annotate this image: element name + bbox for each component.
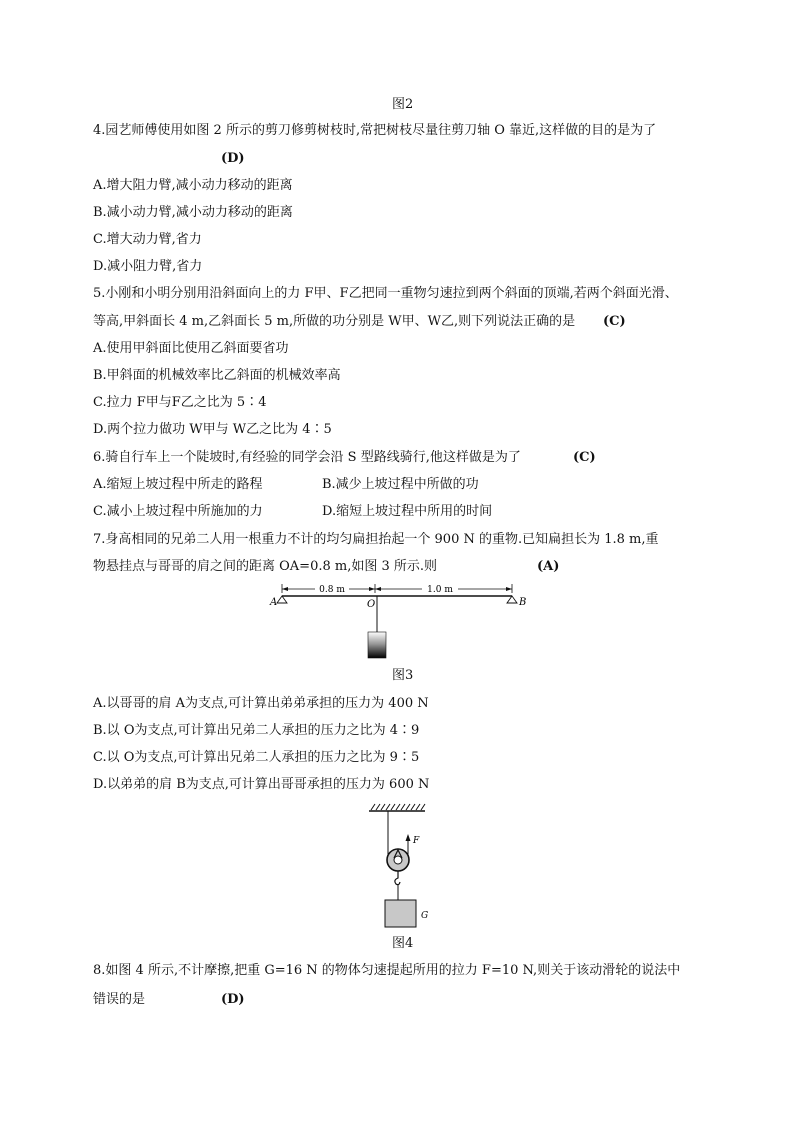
q8-answer: (D) — [221, 992, 245, 1007]
point-a-label: A — [270, 597, 278, 608]
force-label: F — [413, 836, 420, 846]
point-o-label: O — [367, 599, 376, 610]
q5-answer: (C) — [603, 314, 626, 329]
q8-stem-line2: 错误的是 — [93, 992, 146, 1007]
q4-option-d: D.减小阻力臂,省力 — [93, 259, 203, 274]
q7-option-a: A.以哥哥的肩 A为支点,可计算出弟弟承担的压力为 400 N — [93, 696, 429, 711]
q7-option-b: B.以 O为支点,可计算出兄弟二人承担的压力之比为 4∶9 — [93, 723, 420, 738]
q4-stem: 4.园艺师傅使用如图 2 所示的剪刀修剪树枝时,常把树枝尽量往剪刀轴 O 靠近,这样做的目的是为了 — [93, 123, 657, 138]
load-label: G — [421, 911, 429, 921]
q7-answer: (A) — [537, 559, 560, 574]
point-b-label: B — [519, 597, 527, 608]
figure4-pulley-diagram — [355, 800, 445, 935]
dimension-right — [375, 583, 512, 595]
q7-stem-line2: 物悬挂点与哥哥的肩之间的距离 OA=0.8 m,如图 3 所示.则 — [93, 559, 438, 574]
q6-option-c: C.减小上坡过程中所施加的力 — [93, 504, 263, 519]
q5-stem-line1: 5.小刚和小明分别用沿斜面向上的力 F甲、F乙把同一重物匀速拉到两个斜面的顶端,若两个斜面光滑、 — [93, 286, 678, 301]
ceiling — [369, 804, 425, 811]
q5-stem-line2: 等高,甲斜面长 4 m,乙斜面长 5 m,所做的功分别是 W甲、W乙,则下列说法正确的是 — [93, 314, 576, 329]
q4-option-a: A.增大阻力臂,减小动力移动的距离 — [93, 178, 293, 193]
q4-option-b: B.减小动力臂,减小动力移动的距离 — [93, 205, 293, 220]
hook — [395, 871, 400, 885]
dimension-left — [282, 583, 375, 595]
q6-option-b: B.减少上坡过程中所做的功 — [322, 477, 479, 492]
load-block — [385, 900, 416, 927]
support-b — [507, 596, 517, 603]
q5-option-a: A.使用甲斜面比使用乙斜面要省功 — [93, 341, 289, 356]
q7-stem-line1: 7.身高相同的兄弟二人用一根重力不计的均匀扁担抬起一个 900 N 的重物.已知扁担长为 1.8 m,重 — [93, 532, 659, 547]
q8-stem-line1: 8.如图 4 所示,不计摩擦,把重 G=16 N 的物体匀速提起所用的拉力 F=10 N,则关于该动滑轮的说法中 — [93, 963, 681, 978]
figure3-pole-diagram — [262, 580, 534, 662]
dimension-right-label: 1.0 m — [427, 585, 453, 595]
figure4-caption: 图4 — [392, 936, 414, 951]
q4-option-c: C.增大动力臂,省力 — [93, 232, 202, 247]
figure2-caption: 图2 — [392, 97, 414, 112]
force-arrow — [406, 834, 411, 841]
q7-option-d: D.以弟弟的肩 B为支点,可计算出哥哥承担的压力为 600 N — [93, 777, 430, 792]
pulley-axle — [394, 856, 402, 864]
support-a — [277, 596, 287, 603]
q6-answer: (C) — [573, 450, 596, 465]
q6-stem: 6.骑自行车上一个陡坡时,有经验的同学会沿 S 型路线骑行,他这样做是为了 — [93, 450, 521, 465]
weight-block — [368, 632, 386, 658]
q4-answer: (D) — [221, 151, 245, 166]
q5-option-d: D.两个拉力做功 W甲与 W乙之比为 4∶5 — [93, 422, 332, 437]
q5-option-c: C.拉力 F甲与F乙之比为 5∶4 — [93, 395, 267, 410]
q6-option-d: D.缩短上坡过程中所用的时间 — [322, 504, 493, 519]
q7-option-c: C.以 O为支点,可计算出兄弟二人承担的压力之比为 9∶5 — [93, 750, 420, 765]
figure3-caption: 图3 — [392, 668, 414, 683]
q6-option-a: A.缩短上坡过程中所走的路程 — [93, 477, 263, 492]
q5-option-b: B.甲斜面的机械效率比乙斜面的机械效率高 — [93, 368, 341, 383]
dimension-left-label: 0.8 m — [319, 585, 345, 595]
